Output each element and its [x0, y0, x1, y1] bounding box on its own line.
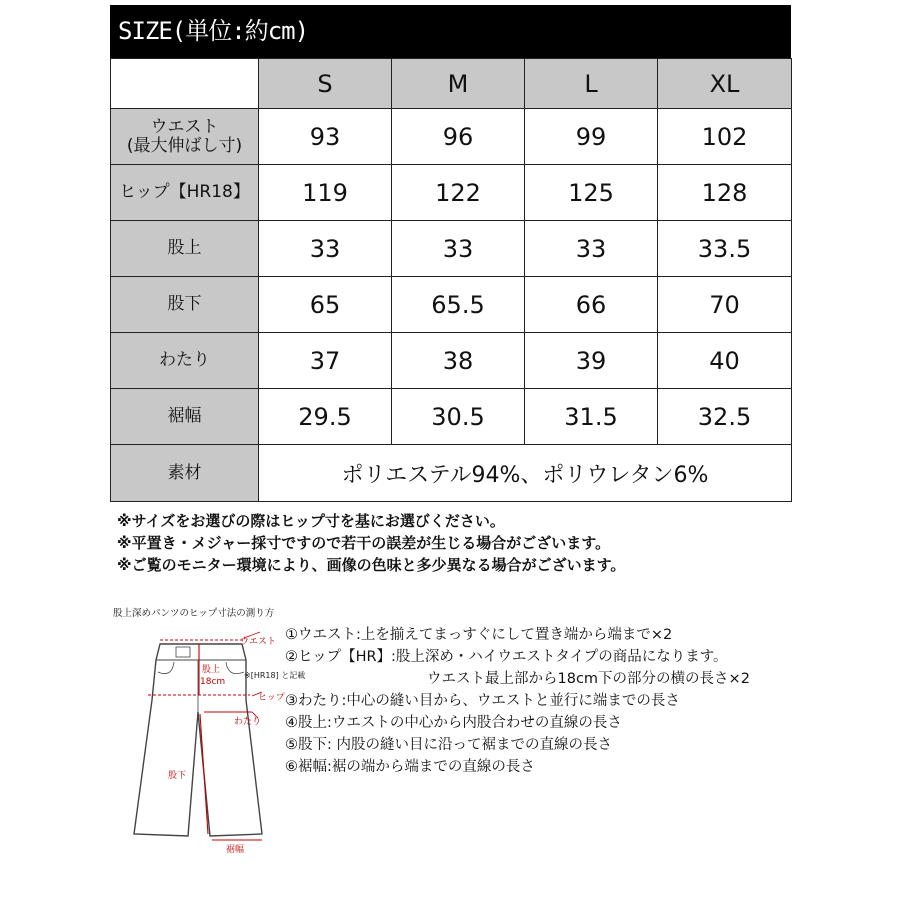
table-row — [111, 165, 792, 221]
table-cell: 102 — [658, 109, 792, 165]
step-thigh: ③わたり:中心の縫い目から、ウエストと並行に端までの長さ — [285, 693, 680, 709]
notes — [117, 510, 625, 576]
table-cell: 65 — [259, 277, 392, 333]
row-label-thigh: わたり — [111, 333, 259, 389]
table-row — [111, 389, 792, 445]
size-header-xl: XL — [658, 59, 792, 109]
table-row — [111, 109, 792, 165]
measure-lines — [148, 632, 262, 840]
table-cell: 29.5 — [259, 389, 392, 445]
table-cell: 128 — [658, 165, 792, 221]
table-row — [111, 221, 792, 277]
table-row-material — [111, 445, 792, 502]
table-cell: 119 — [259, 165, 392, 221]
label-waist: ウエスト — [240, 637, 277, 647]
step-hip: ②ヒップ【HR】:股上深め・ハイウエストタイプの商品になります。 — [285, 649, 728, 665]
step-hip-detail: ウエスト最上部から18cm下の部分の横の長さ×2 — [427, 671, 750, 687]
table-cell: 38 — [392, 333, 525, 389]
row-label-subline: (最大伸ばし寸) — [126, 135, 243, 156]
table-cell: 37 — [259, 333, 392, 389]
label-hr-note: ※[HR18] と記載 — [244, 671, 306, 680]
step-hem: ⑥裾幅:裾の端から端までの直線の長さ — [285, 759, 535, 775]
size-header-row — [111, 59, 792, 109]
table-cell: 31.5 — [525, 389, 658, 445]
measurement-steps — [285, 624, 750, 778]
note-line: ※ご覧のモニター環境により、画像の色味と多少異なる場合がございます。 — [117, 556, 626, 574]
table-cell: 96 — [392, 109, 525, 165]
row-label-hip: ヒップ【HR18】 — [111, 165, 259, 221]
table-cell: 122 — [392, 165, 525, 221]
table-cell: 93 — [259, 109, 392, 165]
label-rise-line2: 18cm — [200, 677, 226, 687]
table-cell: 32.5 — [658, 389, 792, 445]
table-cell: 65.5 — [392, 277, 525, 333]
table-cell: 33 — [525, 221, 658, 277]
step-waist: ①ウエスト:上を揃えてまっすぐにして置き端から端まで×2 — [285, 627, 673, 643]
row-label-material: 素材 — [111, 445, 259, 502]
table-row — [111, 333, 792, 389]
table-cell: 30.5 — [392, 389, 525, 445]
row-label-waist — [111, 109, 259, 165]
material-value: ポリエステル94%、ポリウレタン6% — [259, 445, 792, 502]
row-label-line: ウエスト — [150, 116, 219, 137]
table-cell: 33 — [259, 221, 392, 277]
label-rise-line1: 股上 — [202, 665, 221, 675]
pants-outline — [134, 644, 262, 836]
label-hip: ヒップ — [258, 693, 285, 703]
label-hem: 裾幅 — [226, 845, 245, 855]
label-inseam: 股下 — [168, 771, 187, 781]
row-label-rise: 股上 — [111, 221, 259, 277]
size-header-m: M — [392, 59, 525, 109]
table-cell: 70 — [658, 277, 792, 333]
diagram-title: 股上深めパンツのヒップ寸法の測り方 — [113, 608, 275, 619]
size-header-l: L — [525, 59, 658, 109]
size-table — [110, 58, 792, 502]
row-label-inseam: 股下 — [111, 277, 259, 333]
table-cell: 33.5 — [658, 221, 792, 277]
note-line: ※平置き・メジャー採寸ですので若干の誤差が生じる場合がございます。 — [117, 534, 611, 552]
table-cell: 66 — [525, 277, 658, 333]
note-line: ※サイズをお選びの際はヒップ寸を基にお選びください。 — [117, 512, 505, 530]
table-cell: 33 — [392, 221, 525, 277]
size-header-s: S — [259, 59, 392, 109]
row-label-hem: 裾幅 — [111, 389, 259, 445]
step-inseam: ⑤股下: 内股の縫い目に沿って裾までの直線の長さ — [285, 737, 612, 753]
pants-diagram — [112, 620, 306, 860]
label-thigh: わたり — [234, 717, 262, 727]
step-rise: ④股上:ウエストの中心から内股合わせの直線の長さ — [285, 715, 622, 731]
table-cell: 40 — [658, 333, 792, 389]
size-table-title: SIZE(単位:約cm) — [110, 5, 791, 58]
table-cell: 39 — [525, 333, 658, 389]
table-cell: 125 — [525, 165, 658, 221]
table-cell: 99 — [525, 109, 658, 165]
corner-cell — [111, 59, 259, 109]
table-row — [111, 277, 792, 333]
